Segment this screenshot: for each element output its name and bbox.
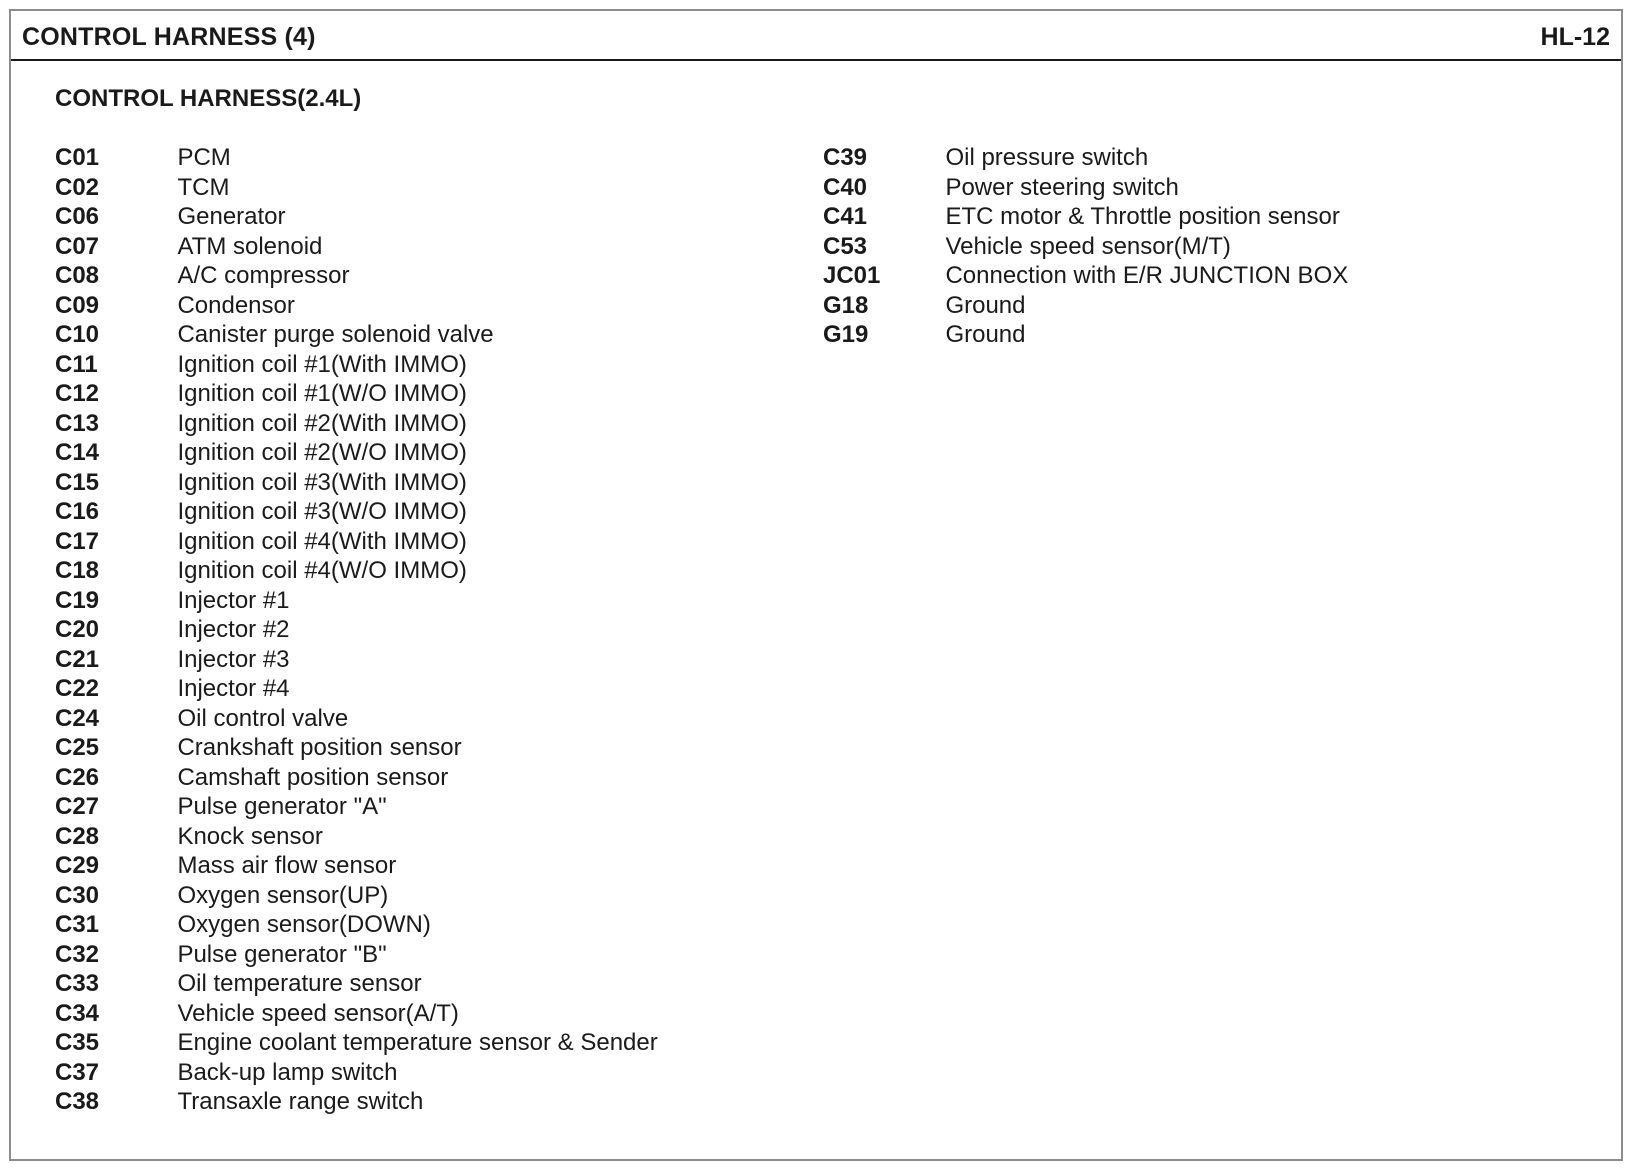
connector-row xyxy=(55,409,658,439)
connector-code: C01 xyxy=(55,144,100,171)
connector-description: Injector #4 xyxy=(177,675,290,702)
connector-row xyxy=(823,232,1348,262)
connector-code: C16 xyxy=(55,498,100,525)
connector-description: Power steering switch xyxy=(945,173,1179,201)
connector-description: Camshaft position sensor xyxy=(177,763,449,791)
connector-description: Oxygen sensor(DOWN) xyxy=(177,911,431,938)
connector-description: ETC motor & Throttle position sensor xyxy=(945,203,1340,230)
connector-code: C20 xyxy=(55,616,100,643)
page-code: HL-12 xyxy=(1540,23,1610,51)
connector-row xyxy=(55,733,658,763)
connector-code: C08 xyxy=(55,262,100,289)
connector-code: JC01 xyxy=(823,262,881,289)
connector-code: C38 xyxy=(55,1088,100,1115)
connector-description: TCM xyxy=(177,173,230,201)
connector-description: Oil control valve xyxy=(177,704,349,732)
connector-row xyxy=(55,1028,658,1058)
connector-row xyxy=(55,822,658,852)
connector-code: C06 xyxy=(55,203,100,230)
connector-row xyxy=(55,615,658,645)
connector-code: C41 xyxy=(823,203,868,230)
connector-code: G19 xyxy=(823,321,869,348)
connector-description: PCM xyxy=(177,144,231,171)
connector-row xyxy=(823,291,1348,321)
connector-code: G18 xyxy=(823,291,869,319)
connector-description: Ignition coil #1(W/O IMMO) xyxy=(177,380,467,407)
connector-list-right xyxy=(823,143,1348,350)
connector-code: C26 xyxy=(55,763,100,791)
connector-code: C15 xyxy=(55,468,100,496)
connector-list-left xyxy=(55,143,658,1117)
connector-code: C18 xyxy=(55,557,100,584)
connector-row xyxy=(55,468,658,498)
connector-code: C39 xyxy=(823,144,868,171)
connector-code: C53 xyxy=(823,232,868,260)
connector-row xyxy=(55,851,658,881)
connector-code: C10 xyxy=(55,321,100,348)
connector-code: C07 xyxy=(55,232,100,260)
connector-row xyxy=(55,202,658,232)
connector-code: C30 xyxy=(55,881,100,909)
connector-row xyxy=(55,881,658,911)
connector-row xyxy=(55,527,658,557)
connector-code: C40 xyxy=(823,173,868,201)
connector-row xyxy=(55,704,658,734)
connector-code: C25 xyxy=(55,734,100,761)
connector-row xyxy=(55,497,658,527)
connector-description: Ground xyxy=(945,291,1026,319)
header-title: CONTROL HARNESS (4) xyxy=(22,23,316,51)
connector-code: C28 xyxy=(55,822,100,850)
connector-row xyxy=(55,910,658,940)
connector-row xyxy=(823,143,1348,173)
page-frame xyxy=(9,9,1623,1161)
connector-row xyxy=(55,1058,658,1088)
connector-description: Ignition coil #3(W/O IMMO) xyxy=(177,498,467,525)
connector-description: Vehicle speed sensor(M/T) xyxy=(945,232,1231,260)
connector-description: Generator xyxy=(177,203,286,230)
connector-row xyxy=(55,645,658,675)
connector-row xyxy=(55,763,658,793)
connector-description: Ignition coil #2(With IMMO) xyxy=(177,409,467,437)
connector-description: Back-up lamp switch xyxy=(177,1058,398,1086)
connector-description: Pulse generator "A" xyxy=(177,793,387,820)
connector-description: ATM solenoid xyxy=(177,232,323,260)
connector-description: Oil pressure switch xyxy=(945,144,1149,171)
connector-description: Crankshaft position sensor xyxy=(177,734,462,761)
connector-row xyxy=(55,969,658,999)
connector-code: C19 xyxy=(55,586,100,614)
connector-code: C13 xyxy=(55,409,100,437)
connector-description: Ignition coil #2(W/O IMMO) xyxy=(177,439,467,466)
connector-row xyxy=(55,232,658,262)
connector-code: C21 xyxy=(55,645,100,673)
connector-code: C32 xyxy=(55,940,100,968)
connector-code: C14 xyxy=(55,439,100,466)
connector-row xyxy=(55,1087,658,1117)
connector-row xyxy=(55,143,658,173)
page-header xyxy=(11,11,1621,61)
connector-description: Oxygen sensor(UP) xyxy=(177,881,389,909)
connector-description: Vehicle speed sensor(A/T) xyxy=(177,999,459,1027)
connector-code: C09 xyxy=(55,291,100,319)
connector-row xyxy=(55,438,658,468)
connector-description: Ignition coil #3(With IMMO) xyxy=(177,468,467,496)
connector-row xyxy=(823,202,1348,232)
connector-description: Injector #1 xyxy=(177,586,290,614)
connector-row xyxy=(823,320,1348,350)
connector-row xyxy=(55,940,658,970)
connector-code: C35 xyxy=(55,1029,100,1056)
connector-description: Ignition coil #4(W/O IMMO) xyxy=(177,557,467,584)
connector-code: C33 xyxy=(55,970,100,997)
connector-description: Engine coolant temperature sensor & Sender xyxy=(177,1029,658,1056)
connector-code: C27 xyxy=(55,793,100,820)
connector-code: C37 xyxy=(55,1058,100,1086)
connector-description: Mass air flow sensor xyxy=(177,852,397,879)
connector-row xyxy=(55,350,658,380)
connector-row xyxy=(823,173,1348,203)
connector-row xyxy=(55,291,658,321)
connector-row xyxy=(55,792,658,822)
connector-row xyxy=(55,379,658,409)
connector-description: Injector #3 xyxy=(177,645,290,673)
connector-description: Transaxle range switch xyxy=(177,1088,424,1115)
connector-code: C11 xyxy=(55,350,98,378)
connector-code: C17 xyxy=(55,527,100,555)
connector-row xyxy=(55,261,658,291)
connector-code: C24 xyxy=(55,704,100,732)
connector-description: Oil temperature sensor xyxy=(177,970,422,997)
connector-description: A/C compressor xyxy=(177,262,350,289)
connector-row xyxy=(823,261,1348,291)
connector-description: Condensor xyxy=(177,291,295,319)
connector-description: Knock sensor xyxy=(177,822,323,850)
connector-code: C34 xyxy=(55,999,100,1027)
connector-row xyxy=(55,999,658,1029)
connector-row xyxy=(55,586,658,616)
connector-code: C22 xyxy=(55,675,100,702)
connector-description: Ground xyxy=(945,321,1026,348)
connector-row xyxy=(55,173,658,203)
section-title: CONTROL HARNESS(2.4L) xyxy=(55,85,362,112)
connector-code: C31 xyxy=(55,911,100,938)
connector-row xyxy=(55,556,658,586)
connector-code: C02 xyxy=(55,173,100,201)
connector-row xyxy=(55,320,658,350)
connector-description: Pulse generator "B" xyxy=(177,940,387,968)
connector-description: Ignition coil #1(With IMMO) xyxy=(177,350,467,378)
connector-code: C12 xyxy=(55,380,100,407)
connector-description: Canister purge solenoid valve xyxy=(177,321,494,348)
connector-description: Connection with E/R JUNCTION BOX xyxy=(945,262,1349,289)
connector-row xyxy=(55,674,658,704)
connector-code: C29 xyxy=(55,852,100,879)
connector-description: Injector #2 xyxy=(177,616,290,643)
connector-description: Ignition coil #4(With IMMO) xyxy=(177,527,467,555)
